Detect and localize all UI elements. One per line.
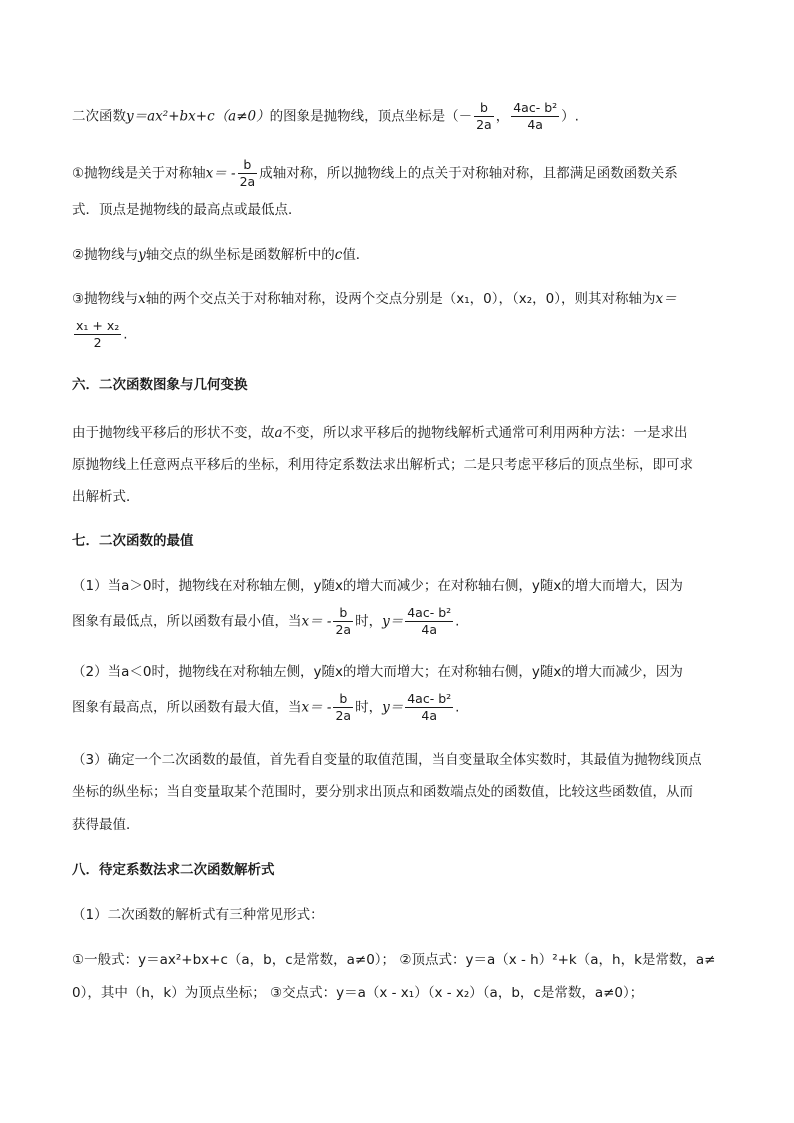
point-1-line-2: 式．顶点是抛物线的最高点或最低点．: [72, 202, 302, 218]
fraction-max-value: $\frac{\text{4ac- b²}}{4a}$: [407, 691, 452, 723]
section-8-line-2: ①一般式：y＝ax²+bx+c（a，b，c是常数，a≠0）； ②顶点式：y＝a（x - h）²+k（a，h，k是常数，a≠: [72, 952, 716, 968]
vertex-formula-line: 二次函数y＝ax²+bx+c（a≠0）的图象是抛物线，顶点坐标是（－ $\frac{b}{2a}$ ， $\frac{\text{4ac- b²}}{4a}$ ）.: [72, 100, 579, 132]
section-7-2-line-2: 图象有最高点，所以函数有最大值，当x＝ - $\frac{b}{2a}$ 时，y＝ $\frac{\text{4ac- b²}}{4a}$ .: [72, 691, 460, 723]
fraction-vertex-y: $\frac{\text{4ac- b²}}{4a}$: [513, 100, 558, 132]
point-2: ②抛物线与y轴交点的纵坐标是函数解析中的c值．: [72, 247, 370, 263]
section-heading-6: 六．二次函数图象与几何变换: [72, 377, 248, 393]
section-7-3-line-2: 坐标的纵坐标；当自变量取某个范围时，要分别求出顶点和函数端点处的函数值，比较这些函数值，从而: [72, 784, 693, 800]
fraction-min-value: $\frac{\text{4ac- b²}}{4a}$: [407, 605, 452, 637]
fraction-b-over-2a: $\frac{b}{2a}$: [476, 100, 492, 132]
fraction-midpoint: $\frac{\text{x₁ + x₂}}{2}$: [76, 318, 120, 350]
text: 的图象是抛物线，顶点坐标是（: [269, 108, 459, 125]
fraction-b-over-2a: $\frac{b}{2a}$: [239, 157, 256, 189]
section-7-1-line-1: （1）当a＞0时，抛物线在对称轴左侧，y随x的增大而减少；在对称轴右侧，y随x的增大而增大，因为: [72, 578, 683, 594]
text: 二次函数: [72, 108, 126, 125]
section-7-1-line-2: 图象有最低点，所以函数有最小值，当x＝ - $\frac{b}{2a}$ 时，y＝ $\frac{\text{4ac- b²}}{4a}$ .: [72, 605, 460, 637]
quadratic-function: y＝ax²+bx+c（a≠0）: [126, 108, 270, 125]
section-6-line-1: 由于抛物线平移后的形状不变，故a不变，所以求平移后的抛物线解析式通常可利用两种方法：一是求出: [72, 425, 688, 441]
section-6-line-3: 出解析式．: [72, 489, 140, 505]
point-3-line-2: $\frac{\text{x₁ + x₂}}{2}$ .: [76, 318, 128, 350]
section-8-line-1: （1）二次函数的解析式有三种常见形式：: [72, 907, 324, 923]
fraction-b-over-2a: $\frac{b}{2a}$: [335, 691, 352, 723]
section-8-line-3: 0），其中（h，k）为顶点坐标； ③交点式：y＝a（x - x₁）（x - x₂）（a，b，c是常数，a≠0）；: [72, 985, 644, 1001]
point-3-line-1: ③抛物线与x轴的两个交点关于对称轴对称，设两个交点分别是（x₁，0），（x₂，0），则其对称轴为x＝: [72, 291, 677, 307]
section-7-3-line-1: （3）确定一个二次函数的最值，首先看自变量的取值范围，当自变量取全体实数时，其最值为抛物线顶点: [72, 752, 702, 768]
minus-sign: －: [458, 108, 473, 125]
section-7-2-line-1: （2）当a＜0时，抛物线在对称轴左侧，y随x的增大而增大；在对称轴右侧，y随x的增大而减少，因为: [72, 664, 683, 680]
point-1-line-1: ①抛物线是关于对称轴x＝ - $\frac{b}{2a}$ 成轴对称，所以抛物线上的点关于对称轴对称，且都满足函数函数关系: [72, 157, 678, 189]
section-7-3-line-3: 获得最值．: [72, 817, 140, 833]
section-6-line-2: 原抛物线上任意两点平移后的坐标，利用待定系数法求出解析式；二是只考虑平移后的顶点坐标，即可求: [72, 457, 693, 473]
section-heading-8: 八．待定系数法求二次函数解析式: [72, 862, 275, 878]
section-heading-7: 七．二次函数的最值: [72, 533, 194, 549]
fraction-b-over-2a: $\frac{b}{2a}$: [335, 605, 352, 637]
